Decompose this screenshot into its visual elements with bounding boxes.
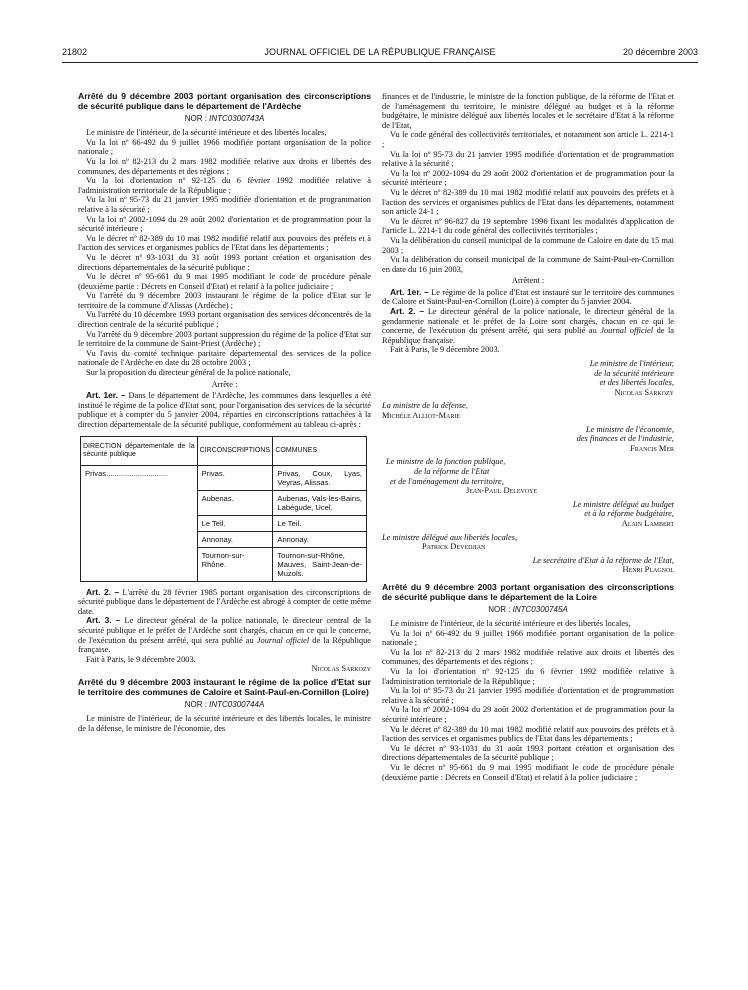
header-rule (62, 62, 698, 63)
signatory-role: des finances et de l'industrie, (576, 434, 674, 444)
paragraph: Vu la délibération du conseil municipal de la commune de Saint-Paul-en-Cornillon en date du 16 juin 2003, (382, 255, 674, 274)
signature-reforme-etat (382, 556, 674, 575)
article-label: Art. 1er. – (86, 390, 126, 401)
signatory-role: Le ministre de la fonction publique, (386, 457, 506, 467)
paragraph: Vu le décret nº 95-661 du 9 mai 1995 modifiant le code de procédure pénale (deuxième partie : Décrets en Conseil d'Etat) et relatif à la police judiciaire ; (382, 763, 674, 782)
signature-libertes-locales (382, 533, 674, 552)
paragraph: Vu la loi nº 2002-1094 du 29 août 2002 d'orientation et de programmation pour la sécurité intérieure ; (78, 214, 371, 234)
paragraph: Vu la loi nº 82-213 du 2 mars 1982 modifiée relative aux droits et libertés des communes, des départements et des régions ; (78, 156, 371, 176)
nor-ardeche (78, 114, 371, 124)
paragraph: Le ministre de l'intérieur, de la sécurité intérieure et des libertés locales, (86, 128, 327, 138)
article-text: L'arrêté du 28 février 1985 portant organisation des circonscriptions de sécurité publique dans le département de l'Ardèche est abrogé à compter de cette même date. (78, 587, 371, 616)
article-text: Dans le département de l'Ardèche, les communes dans lesquelles a été institué le régime de la police d'Etat sont, pour l'organisation des services de la sécurité publique et à compter du 5 janvier 2004, réparties en circonscriptions rattachées à la direction départementale de la sécurité publique, conformément au tableau ci-après : (78, 391, 371, 429)
circ-cell: Le Teil. (197, 515, 273, 531)
article-text: de la République française. (78, 635, 372, 655)
circ-cell: Privas. (197, 465, 273, 490)
col-direction-header: DIRECTION départementale de la sécurité publique (81, 436, 198, 465)
page-number: 21802 (62, 47, 88, 57)
signatory-role: Le ministre délégué aux libertés locales, (382, 532, 518, 542)
signatory-name: Michèle Alliot-Marie (382, 411, 461, 420)
paragraph: Vu la loi nº 2002-1094 du 29 août 2002 d'orientation et de programmation pour la sécurité intérieure ; (382, 705, 674, 725)
nor-code: INTC0300744A (209, 699, 265, 709)
signatory-role: Le ministre de l'économie, (585, 424, 674, 434)
article-label: Art. 1er. – (390, 286, 429, 297)
left-column (78, 92, 371, 733)
paragraph: Vu la loi nº 95-73 du 21 janvier 1995 modifiée d'orientation et de programmation relative à la sécurité ; (382, 149, 674, 169)
arrete-caloire-title: Arrêté du 9 décembre 2003 instaurant le régime de la police d'Etat sur le territoire des communes de Caloire et Saint-Paul-en-Cornillon (Loire) (78, 676, 371, 697)
signatory-name: Patrick Devedjian (422, 542, 486, 552)
article-2 (382, 307, 674, 345)
signatory-role: Le secrétaire d'Etat à la réforme de l'Etat, (532, 555, 674, 565)
paragraph: Vu l'arrêté du 10 décembre 1993 portant organisation des services déconcentrés de la direction centrale de la sécurité publique ; (78, 310, 371, 330)
article-label: Art. 2. – (390, 306, 425, 317)
signature-economie (382, 425, 674, 454)
nor-code: INTC0300745A (512, 604, 568, 614)
paragraph: Vu la loi d'orientation nº 92-125 du 6 février 1992 modifiée relative à l'administration territoriale de la République ; (382, 667, 674, 686)
signature-defense (382, 401, 674, 420)
communes-cell: Le Teil. (273, 515, 367, 531)
journal-ref: Journal officiel (600, 326, 654, 336)
signatory-name: Francis Mer (630, 443, 674, 453)
paragraph: Vu le décret nº 82-389 du 10 mai 1982 modifié relatif aux pouvoirs des préfets et à l'action des services et organismes publics de l'Etat dans les départements ; (382, 724, 674, 744)
nor-code: INTC0300743A (209, 113, 265, 123)
journal-ref: Journal officiel (256, 635, 310, 645)
paragraph: Vu la loi nº 66-492 du 9 juillet 1966 modifiée portant organisation de la police nationale ; (382, 628, 674, 648)
paragraph: Vu le décret nº 95-661 du 9 mai 1995 modifiant le code de procédure pénale (deuxième partie : Décrets en Conseil d'Etat) et relatif à la police judiciaire ; (78, 272, 371, 291)
circ-cell: Aubenas. (197, 490, 273, 515)
nor-loire (382, 605, 674, 615)
signatory-name: Henri Plagnol (622, 565, 674, 575)
circonscriptions-table (80, 436, 367, 582)
col-circonscriptions-header: CIRCONSCRIPTIONS (197, 436, 273, 465)
nor-caloire (78, 700, 371, 710)
signatory-role: et des libertés locales, (599, 378, 674, 388)
arrete-ardeche-title: Arrêté du 9 décembre 2003 portant organisation des circonscriptions de sécurité publique dans le département de l'Ardèche (78, 91, 371, 111)
paragraph: Vu la loi d'orientation nº 92-125 du 6 février 1992 modifiée relative à l'administration territoriale de la République ; (78, 176, 371, 195)
signature-budget (382, 500, 674, 529)
circ-cell: Annonay. (197, 531, 273, 547)
paragraph: Vu le décret nº 93-1031 du 31 août 1993 portant création et organisation des directions départementales de la sécurité publique ; (78, 252, 371, 272)
article-label: Art. 2. – (86, 586, 120, 597)
paragraph: Vu le code général des collectivités territoriales, et notamment son article L. 2214-1 ; (382, 130, 674, 149)
signature-fonction-publique (382, 457, 674, 495)
signatory-role: Le ministre délégué au budget (572, 499, 674, 509)
communes-cell: Annonay. (273, 531, 367, 547)
communes-cell: Aubenas, Vals-les-Bains, Labégude, Ucel. (273, 490, 367, 515)
direction-cell: Privas............................. (81, 465, 198, 581)
signatory-role: La ministre de la défense, (382, 401, 468, 411)
issue-date: 20 décembre 2003 (622, 47, 698, 57)
paragraph: Vu la loi nº 82-213 du 2 mars 1982 modifiée relative aux droits et libertés des communes, des départements et des régions ; (382, 647, 674, 667)
paragraph: Le ministre de l'intérieur, de la sécurité intérieure et des libertés locales, le ministre de la défense, le ministre de l'économie, des (78, 714, 371, 733)
fait-line: Fait à Paris, le 9 décembre 2003. (86, 654, 196, 664)
nor-label: NOR : (184, 699, 210, 709)
article-1 (78, 391, 371, 429)
page-header (62, 47, 698, 61)
paragraph: Vu la loi nº 66-492 du 9 juillet 1966 modifiée portant organisation de la police nationale ; (78, 137, 371, 157)
article-text: Le régime de la police d'Etat est instauré sur le territoire des communes de Caloire et Saint-Paul-en-Cornillon (Loire) à compter du 5 janvier 2004. (382, 287, 674, 307)
paragraph: Vu l'avis du comité technique paritaire départemental des services de la police nationale de l'Ardèche en date du 28 octobre 2003 ; (78, 348, 371, 368)
nor-label: NOR : (488, 604, 513, 614)
paragraph: finances et de l'industrie, le ministre de la fonction publique, de la réforme de l'Etat et de l'aménagement du territoire, le ministre délégué au budget et à la réforme budgétaire, le ministre délégué aux libertés locales et le secrétaire d'Etat à la réforme de l'Etat, (382, 92, 674, 130)
paragraph: Vu le décret nº 82-389 du 10 mai 1982 modifié relatif aux pouvoirs des préfets et à l'action des services et organismes publics de l'Etat dans les départements, notamment son article 24-1 ; (382, 187, 674, 217)
signatory-role: et de l'aménagement du territoire, (390, 476, 504, 486)
nor-label: NOR : (184, 113, 210, 123)
arrete-heading: Arrête : (211, 379, 238, 389)
signatory-role: de la réforme de l'Etat (414, 466, 490, 476)
article-label: Art. 3. – (86, 615, 121, 626)
paragraph: Vu la loi nº 2002-1094 du 29 août 2002 d'orientation et de programmation pour la sécurité intérieure ; (382, 168, 674, 188)
paragraph: Le ministre de l'intérieur, de la sécurité intérieure et des libertés locales, (390, 619, 631, 629)
article-text: Le directeur général de la police nationale, le directeur central de la sécurité publique et le préfet de l'Ardèche sont chargés, chacun en ce qui le concerne, de l'exécution du présent arrêté, qui sera publié au (78, 616, 371, 645)
signatory-name: Jean-Paul Delevoye (466, 486, 538, 496)
signatory-name: Nicolas Sarkozy (614, 387, 674, 397)
signatory-role: et à la réforme budgétaire, (584, 509, 674, 519)
article-3 (78, 616, 371, 654)
col-communes-header: COMMUNES (273, 436, 367, 465)
arretent-heading: Arrêtent : (511, 276, 545, 286)
paragraph: Sur la proposition du directeur général de la police nationale, (86, 368, 291, 378)
table-row (81, 465, 367, 490)
signature (78, 664, 371, 674)
article-1 (382, 288, 674, 307)
article-text: Le directeur général de la police nationale, le directeur général de la gendarmerie nationale et le préfet de la Loire sont chargés, chacun en ce qui le concerne, de l'exécution du présent arrêté, qui sera publié au (382, 307, 674, 336)
paragraph: Vu la loi nº 95-73 du 21 janvier 1995 modifiée d'orientation et de programmation relative à la sécurité ; (78, 195, 371, 214)
circ-cell: Tournon-sur-Rhône. (197, 547, 273, 581)
signatory-role: Le ministre de l'intérieur, (589, 359, 674, 369)
journal-title: JOURNAL OFFICIEL DE LA RÉPUBLIQUE FRANÇAISE (264, 47, 496, 57)
paragraph: Vu l'arrêté du 9 décembre 2003 portant suppression du régime de la police d'Etat sur le territoire de la commune de Saint-Priest (Ardèche) ; (78, 329, 371, 349)
signature-interieur (382, 359, 674, 397)
arrete-loire-title: Arrêté du 9 décembre 2003 portant organisation des circonscriptions de sécurité publique dans le département de la Loire (382, 581, 674, 602)
paragraph: Vu la loi nº 95-73 du 21 janvier 1995 modifiée d'orientation et de programmation relative à la sécurité ; (382, 686, 674, 705)
right-column (382, 92, 674, 782)
paragraph: Vu l'arrêté du 9 décembre 2003 instaurant le régime de la police d'Etat sur le territoire de la commune d'Alissas (Ardèche) ; (78, 291, 371, 310)
signatory-name: Nicolas Sarkozy (311, 664, 371, 674)
communes-cell: Privas, Coux, Lyas, Veyras, Alissas. (273, 465, 367, 490)
paragraph: Vu le décret nº 96-827 du 19 septembre 1996 fixant les modalités d'application de l'article L. 2214-1 du code général des collectivités territoriales ; (382, 216, 674, 236)
paragraph: Vu la délibération du conseil municipal de la commune de Caloire en date du 15 mai 2003 ; (382, 235, 674, 255)
signatory-role: de la sécurité intérieure (594, 368, 674, 378)
article-text: de la République française. (382, 326, 675, 345)
paragraph: Vu le décret nº 93-1031 du 31 août 1993 portant création et organisation des directions départementales de la sécurité publique ; (382, 743, 674, 763)
fait-line: Fait à Paris, le 9 décembre 2003. (390, 345, 500, 355)
signatory-name: Alain Lambert (621, 518, 674, 528)
article-2 (78, 588, 371, 617)
communes-cell: Tournon-sur-Rhône, Mauves, Saint-Jean-de-Muzols. (273, 547, 367, 581)
paragraph: Vu le décret nº 82-389 du 10 mai 1982 modifié relatif aux pouvoirs des préfets et à l'action des services et organismes publics de l'Etat dans les départements ; (78, 233, 371, 253)
